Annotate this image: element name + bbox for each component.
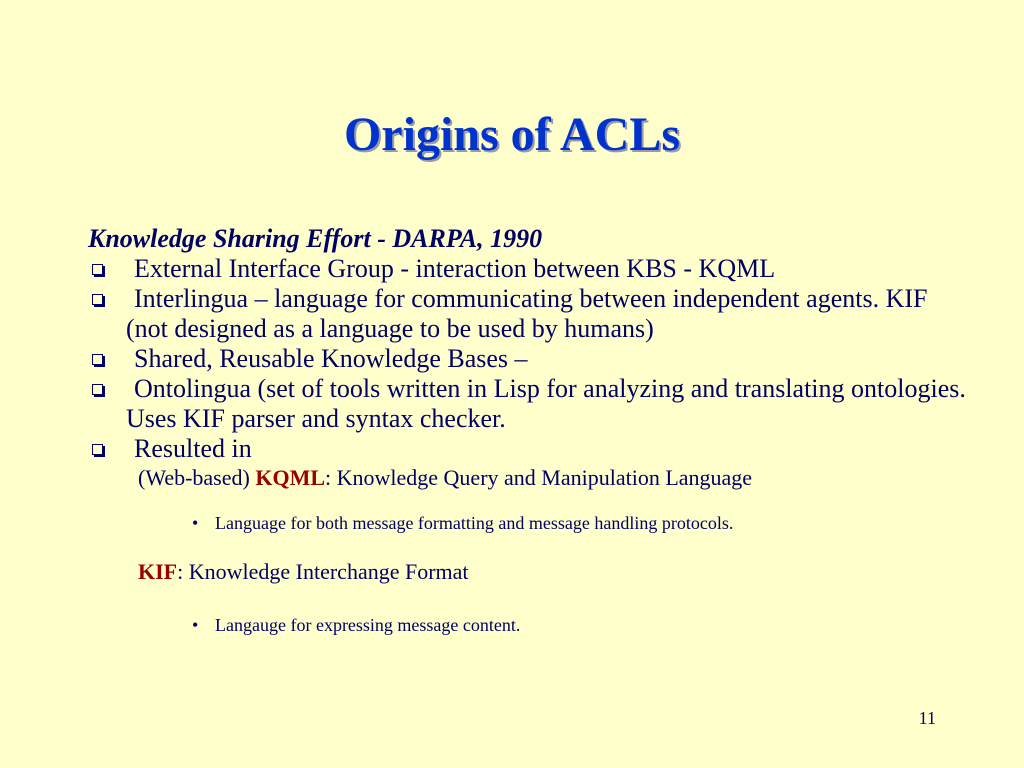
kqml-line <box>88 464 968 492</box>
hollow-square-bullet-icon <box>92 294 103 305</box>
slide-title: Origins of ACLs <box>343 108 681 161</box>
bullet-item <box>88 254 968 284</box>
kqml-sub-bullet-text: Language for both message formatting and message handling protocols. <box>215 513 734 533</box>
hollow-square-bullet-icon <box>92 264 103 275</box>
kif-acronym: KIF <box>138 559 178 584</box>
hollow-square-bullet-icon <box>92 444 103 455</box>
dot-bullet-icon: • <box>192 513 199 533</box>
dot-bullet-icon: • <box>192 615 199 635</box>
kqml-prefix: (Web-based) <box>138 465 256 490</box>
bullet-item <box>88 374 968 434</box>
bullet-text: Resulted in <box>134 434 252 463</box>
bullet-item <box>88 284 968 344</box>
bullet-text: External Interface Group - interaction between KBS - KQML <box>134 254 776 283</box>
hollow-square-bullet-icon <box>92 384 103 395</box>
kif-sub-bullet <box>88 614 968 636</box>
page-number: 11 <box>918 708 936 728</box>
hollow-square-bullet-icon <box>92 354 103 365</box>
kif-definition: : Knowledge Interchange Format <box>177 559 469 584</box>
kqml-definition: : Knowledge Query and Manipulation Language <box>325 465 753 490</box>
bullet-text: Interlingua – language for communicating between independent agents. KIF (not designed as a language to be used by humans) <box>126 284 928 343</box>
kif-sub-bullet-text: Langauge for expressing message content. <box>215 615 521 635</box>
kqml-acronym: KQML <box>255 465 326 490</box>
bullet-item <box>88 434 968 464</box>
kqml-sub-bullet <box>88 512 968 534</box>
bullet-item <box>88 344 968 374</box>
bullet-text: Ontolingua (set of tools written in Lisp for analyzing and translating ontologies. Uses KIF parser and syntax checker. <box>126 374 966 433</box>
kif-line <box>88 558 968 586</box>
subheading: Knowledge Sharing Effort - DARPA, 1990 <box>88 224 543 253</box>
bullet-text: Shared, Reusable Knowledge Bases – <box>134 344 528 373</box>
slide-content <box>88 224 968 636</box>
